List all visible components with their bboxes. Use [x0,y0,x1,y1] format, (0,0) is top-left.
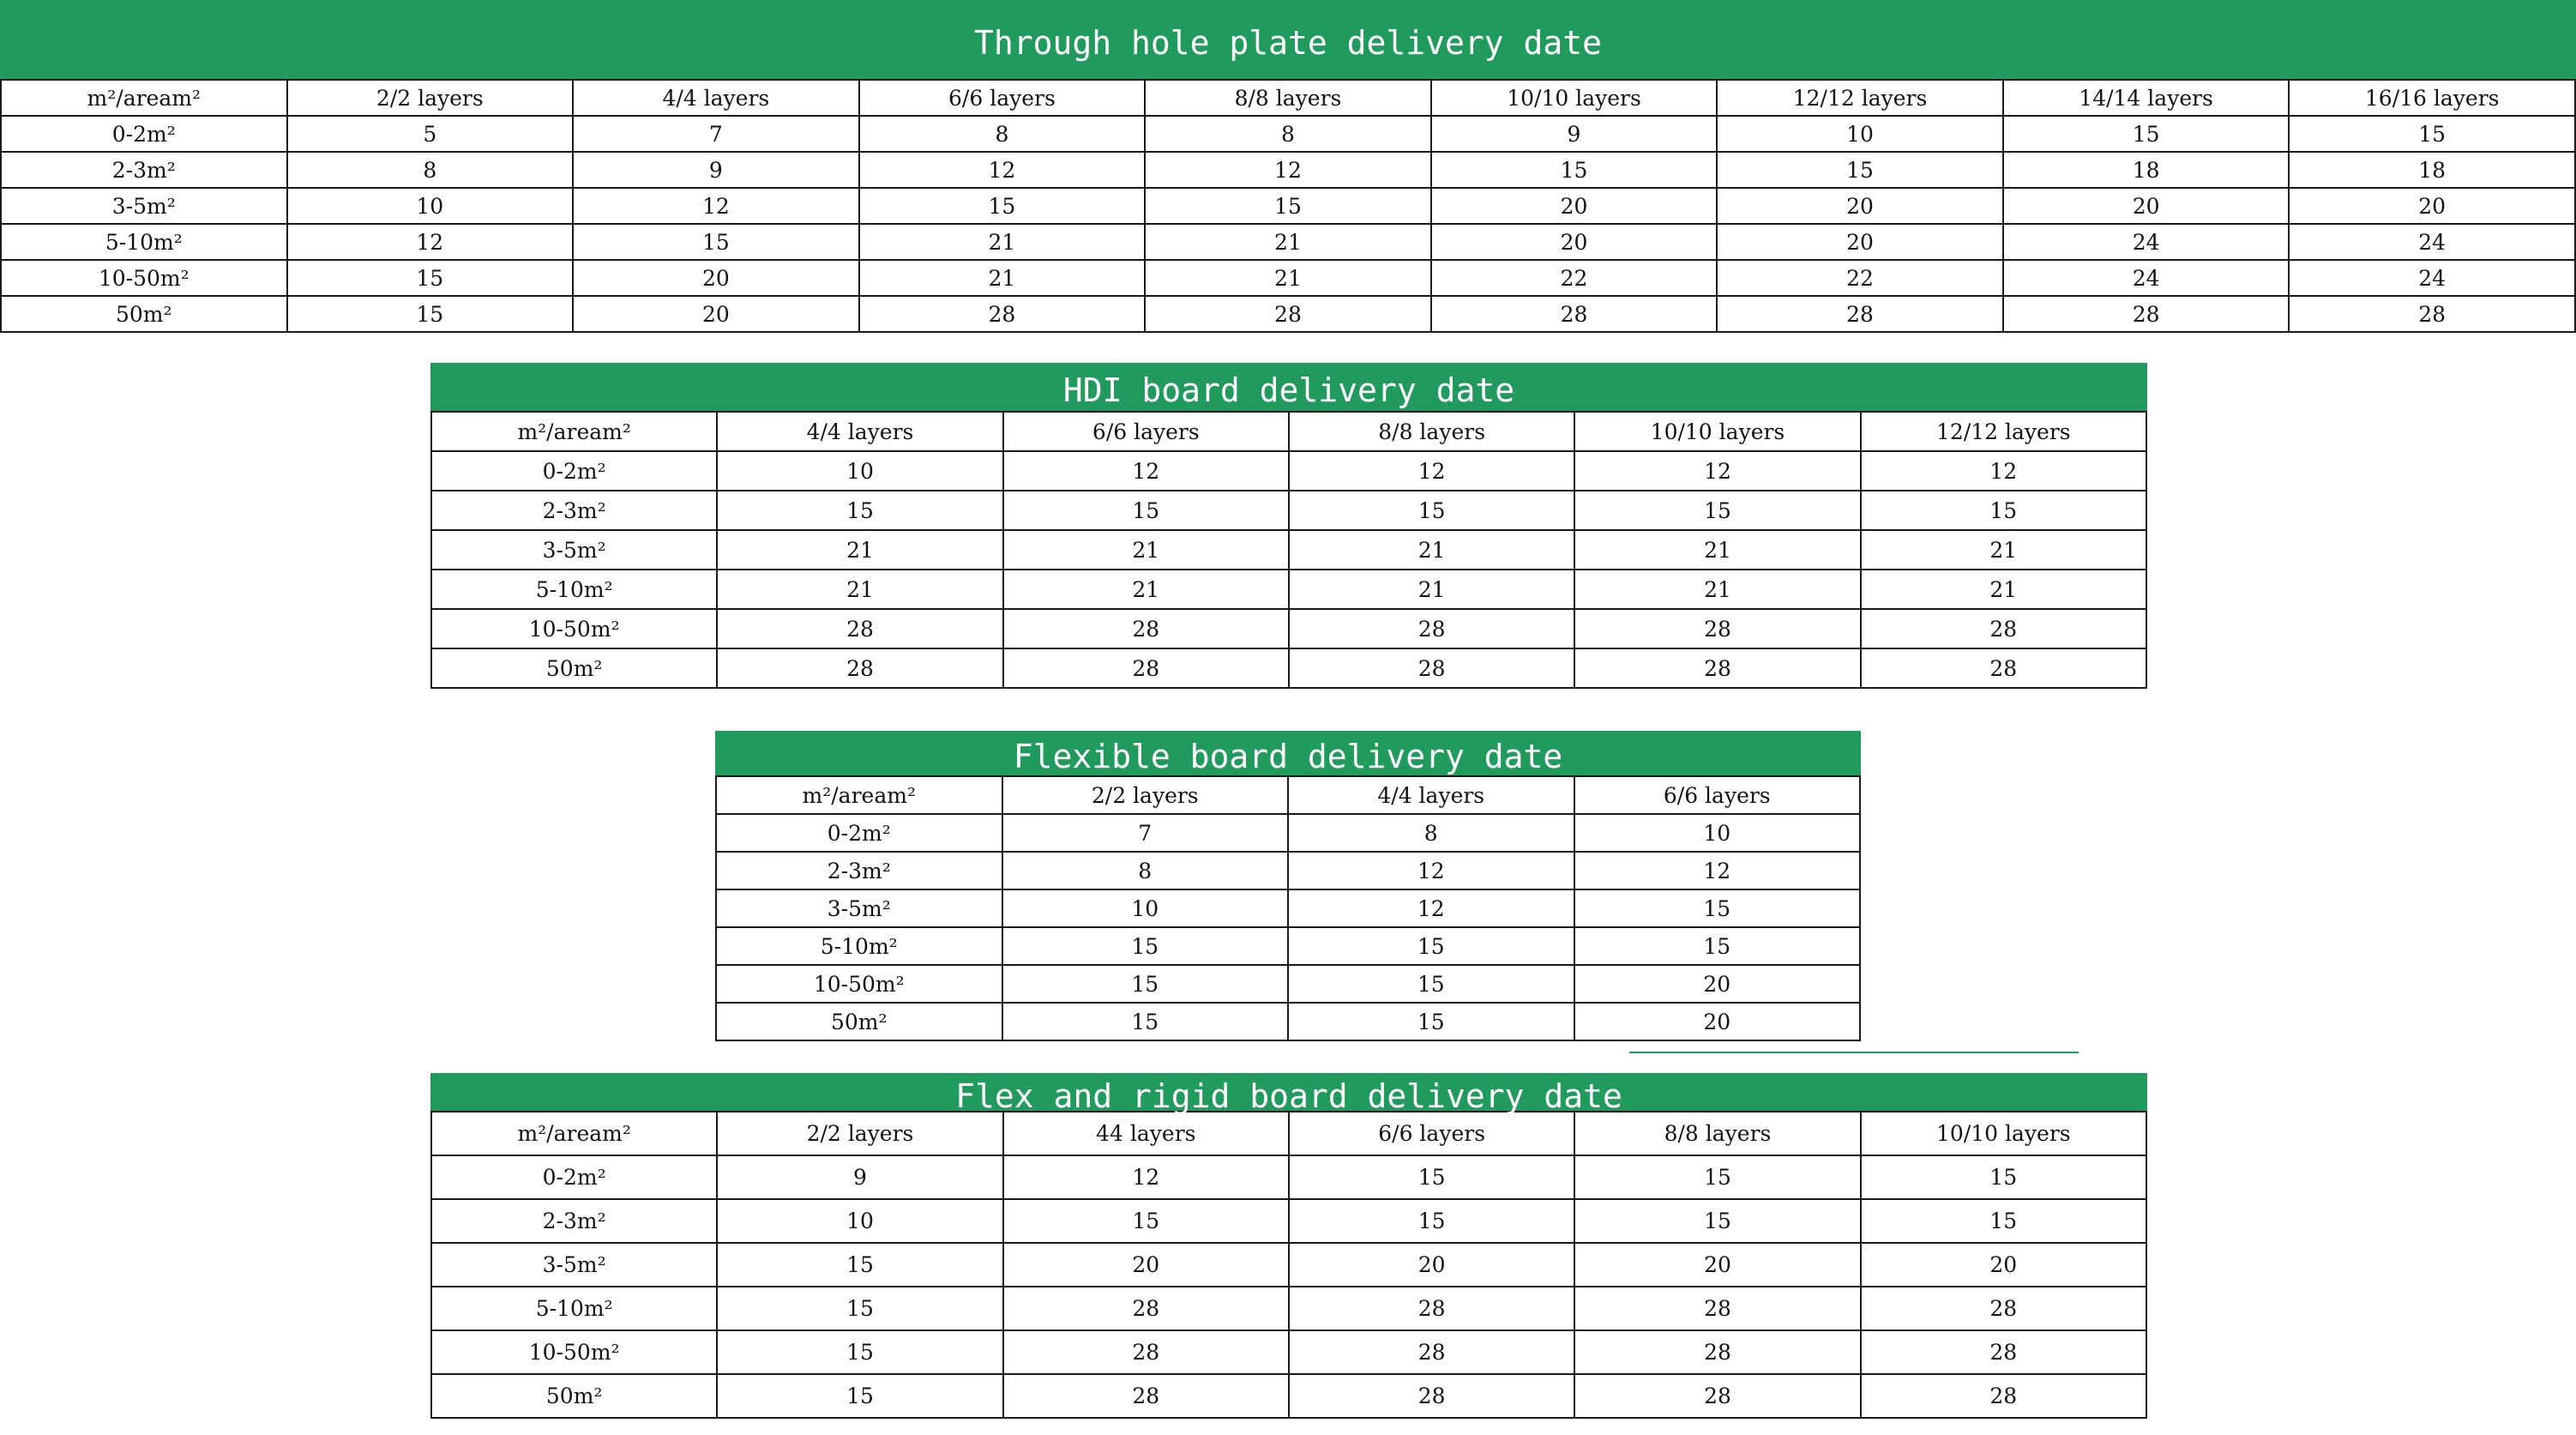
row-label: 10-50m² [431,609,717,648]
table-cell: 15 [717,1243,1002,1287]
table-row [431,570,2146,609]
column-header: m²/aream² [431,412,717,451]
table-cell: 15 [1002,927,1289,965]
table-row [431,648,2146,688]
table-cell: 24 [2003,260,2290,296]
table-cell: 15 [1574,927,1861,965]
row-label: 5-10m² [716,927,1002,965]
table-row [1,188,2575,224]
row-label: 2-3m² [1,152,287,188]
row-label: 5-10m² [431,570,717,609]
table-cell: 15 [1002,965,1289,1003]
table-cell: 28 [1861,1330,2146,1374]
table-cell: 20 [1574,1003,1861,1040]
table-row [431,1243,2146,1287]
table-cell: 28 [1003,609,1289,648]
table-cell: 15 [1003,491,1289,530]
hdi-title: HDI board delivery date [430,363,2147,411]
table-cell: 12 [1574,852,1861,889]
table-cell: 15 [1861,1155,2146,1199]
table-cell: 28 [1574,648,1860,688]
table-cell: 28 [1289,648,1574,688]
table-cell: 21 [1289,570,1574,609]
table-cell: 12 [1288,889,1574,927]
table-cell: 28 [1717,296,2003,332]
table-cell: 21 [1574,570,1860,609]
table-cell: 20 [1431,188,1718,224]
flexible-table [715,775,1861,1041]
table-cell: 21 [717,530,1002,570]
flexible-title: Flexible board delivery date [715,731,1861,775]
row-label: 50m² [431,1374,717,1418]
table-cell: 28 [1574,1287,1860,1330]
table-cell: 15 [2003,116,2290,152]
table-cell: 22 [1717,260,2003,296]
table-row [431,1374,2146,1418]
column-header: 12/12 layers [1717,80,2003,116]
table-cell: 21 [1145,260,1431,296]
table-cell: 15 [573,224,859,260]
table-cell: 10 [717,1199,1002,1243]
table-cell: 8 [859,116,1146,152]
table-cell: 10 [717,451,1002,491]
table-cell: 28 [1003,1330,1289,1374]
through-hole-title: Through hole plate delivery date [0,0,2576,79]
column-header: 6/6 layers [859,80,1146,116]
table-cell: 9 [717,1155,1002,1199]
flex-rigid-title: Flex and rigid board delivery date [430,1073,2147,1111]
table-cell: 21 [1003,530,1289,570]
table-cell: 15 [1288,1003,1574,1040]
table-cell: 15 [1289,491,1574,530]
table-cell: 15 [1574,1199,1860,1243]
column-header: 14/14 layers [2003,80,2290,116]
column-header: 4/4 layers [717,412,1002,451]
table-cell: 10 [1574,814,1861,852]
table-cell: 12 [859,152,1146,188]
column-header: 6/6 layers [1574,776,1861,814]
table-cell: 20 [1574,965,1861,1003]
table-cell: 21 [859,260,1146,296]
table-cell: 21 [1861,530,2146,570]
table-cell: 12 [287,224,574,260]
table-cell: 21 [859,224,1146,260]
table-cell: 8 [287,152,574,188]
row-label: 10-50m² [716,965,1002,1003]
table-cell: 15 [1431,152,1718,188]
table-row [716,889,1860,927]
row-label: 0-2m² [716,814,1002,852]
row-label: 0-2m² [431,451,717,491]
table-cell: 18 [2289,152,2575,188]
decorative-divider [1629,1052,2079,1053]
table-row [431,1155,2146,1199]
column-header: 16/16 layers [2289,80,2575,116]
row-label: 5-10m² [1,224,287,260]
table-cell: 28 [1145,296,1431,332]
table-row [1,224,2575,260]
row-label: 3-5m² [431,530,717,570]
table-cell: 22 [1431,260,1718,296]
table-cell: 28 [1289,1287,1574,1330]
table-row [716,965,1860,1003]
table-cell: 28 [1003,1374,1289,1418]
table-row [431,1330,2146,1374]
table-cell: 21 [1861,570,2146,609]
column-header: m²/aream² [716,776,1002,814]
column-header: 2/2 layers [717,1112,1002,1155]
through-hole-table [0,79,2576,333]
table-row [431,609,2146,648]
row-label: 0-2m² [431,1155,717,1199]
through-hole-section [0,0,2576,333]
table-cell: 15 [1288,927,1574,965]
hdi-table [430,411,2147,689]
table-cell: 12 [1289,451,1574,491]
header-row [431,412,2146,451]
table-row [1,116,2575,152]
row-label: 3-5m² [1,188,287,224]
table-cell: 8 [1288,814,1574,852]
table-cell: 12 [1003,1155,1289,1199]
table-cell: 15 [1145,188,1431,224]
row-label: 5-10m² [431,1287,717,1330]
table-cell: 12 [1574,451,1860,491]
table-cell: 20 [1717,224,2003,260]
table-cell: 15 [717,491,1002,530]
table-cell: 12 [1145,152,1431,188]
table-cell: 15 [1861,1199,2146,1243]
column-header: 8/8 layers [1145,80,1431,116]
table-cell: 20 [1861,1243,2146,1287]
table-cell: 10 [1717,116,2003,152]
table-cell: 28 [2289,296,2575,332]
column-header: 4/4 layers [1288,776,1574,814]
table-cell: 28 [859,296,1146,332]
table-cell: 28 [2003,296,2290,332]
table-cell: 28 [1431,296,1718,332]
table-cell: 28 [1289,609,1574,648]
table-cell: 21 [1145,224,1431,260]
table-cell: 15 [717,1374,1002,1418]
table-cell: 20 [2289,188,2575,224]
table-cell: 20 [1574,1243,1860,1287]
table-cell: 20 [573,296,859,332]
column-header: m²/aream² [431,1112,717,1155]
table-cell: 28 [1003,1287,1289,1330]
column-header: m²/aream² [1,80,287,116]
table-cell: 28 [1289,1374,1574,1418]
table-cell: 15 [1717,152,2003,188]
table-cell: 8 [1145,116,1431,152]
table-cell: 24 [2289,260,2575,296]
table-row [431,451,2146,491]
table-cell: 9 [573,152,859,188]
table-row [1,260,2575,296]
table-cell: 15 [1003,1199,1289,1243]
table-row [431,1199,2146,1243]
table-cell: 28 [717,609,1002,648]
table-cell: 7 [573,116,859,152]
table-cell: 15 [1574,1155,1860,1199]
row-label: 3-5m² [716,889,1002,927]
table-cell: 15 [859,188,1146,224]
table-row [716,1003,1860,1040]
table-cell: 28 [1574,1330,1860,1374]
table-cell: 15 [1289,1155,1574,1199]
table-cell: 20 [573,260,859,296]
table-cell: 21 [1574,530,1860,570]
table-row [716,814,1860,852]
table-cell: 24 [2289,224,2575,260]
table-cell: 20 [1431,224,1718,260]
table-cell: 8 [1002,852,1289,889]
row-label: 2-3m² [431,1199,717,1243]
table-cell: 12 [1003,451,1289,491]
flex-rigid-table [430,1111,2147,1419]
table-row [431,1287,2146,1330]
table-cell: 15 [1574,889,1861,927]
column-header: 10/10 layers [1431,80,1718,116]
row-label: 10-50m² [431,1330,717,1374]
column-header: 6/6 layers [1289,1112,1574,1155]
table-cell: 20 [1289,1243,1574,1287]
row-label: 2-3m² [431,491,717,530]
hdi-section [430,363,2147,689]
flex-rigid-section [430,1073,2147,1419]
column-header: 12/12 layers [1861,412,2146,451]
column-header: 2/2 layers [1002,776,1289,814]
table-row [431,491,2146,530]
table-cell: 28 [1574,609,1860,648]
table-row [1,152,2575,188]
table-row [716,927,1860,965]
table-cell: 28 [1861,1374,2146,1418]
table-cell: 28 [1861,609,2146,648]
table-cell: 28 [717,648,1002,688]
column-header: 8/8 layers [1574,1112,1860,1155]
header-row [716,776,1860,814]
table-cell: 15 [1574,491,1860,530]
table-cell: 12 [1861,451,2146,491]
table-cell: 20 [2003,188,2290,224]
table-cell: 28 [1861,648,2146,688]
table-cell: 15 [1288,965,1574,1003]
table-cell: 15 [287,296,574,332]
table-cell: 7 [1002,814,1289,852]
table-cell: 15 [1289,1199,1574,1243]
column-header: 8/8 layers [1289,412,1574,451]
table-cell: 12 [1288,852,1574,889]
table-cell: 10 [1002,889,1289,927]
table-cell: 21 [1289,530,1574,570]
column-header: 2/2 layers [287,80,574,116]
table-cell: 9 [1431,116,1718,152]
table-cell: 24 [2003,224,2290,260]
column-header: 44 layers [1003,1112,1289,1155]
header-row [1,80,2575,116]
header-row [431,1112,2146,1155]
table-cell: 28 [1289,1330,1574,1374]
table-cell: 10 [287,188,574,224]
table-cell: 21 [717,570,1002,609]
row-label: 50m² [1,296,287,332]
table-cell: 15 [717,1330,1002,1374]
table-cell: 15 [2289,116,2575,152]
table-row [1,296,2575,332]
column-header: 10/10 layers [1861,1112,2146,1155]
table-cell: 21 [1003,570,1289,609]
table-cell: 28 [1574,1374,1860,1418]
row-label: 3-5m² [431,1243,717,1287]
table-cell: 15 [717,1287,1002,1330]
table-cell: 18 [2003,152,2290,188]
table-cell: 5 [287,116,574,152]
column-header: 6/6 layers [1003,412,1289,451]
table-cell: 15 [1002,1003,1289,1040]
table-cell: 15 [287,260,574,296]
table-cell: 28 [1861,1287,2146,1330]
table-row [431,530,2146,570]
row-label: 2-3m² [716,852,1002,889]
row-label: 50m² [716,1003,1002,1040]
row-label: 10-50m² [1,260,287,296]
table-cell: 20 [1717,188,2003,224]
table-cell: 15 [1861,491,2146,530]
row-label: 0-2m² [1,116,287,152]
column-header: 4/4 layers [573,80,859,116]
flexible-section [715,731,1861,1041]
table-cell: 28 [1003,648,1289,688]
table-cell: 12 [573,188,859,224]
row-label: 50m² [431,648,717,688]
table-cell: 20 [1003,1243,1289,1287]
column-header: 10/10 layers [1574,412,1860,451]
table-row [716,852,1860,889]
